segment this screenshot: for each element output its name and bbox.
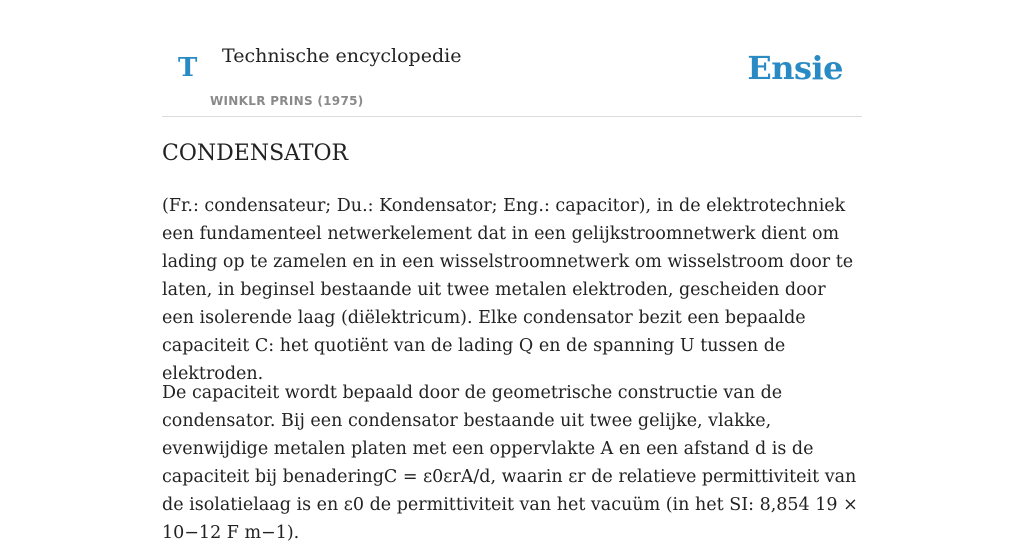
paragraph-capacity: De capaciteit wordt bepaald door de geometrische constructie van de condensator. Bij een condensator bestaande uit twee gelijke, vlakke, evenwijdige metalen platen met een oppervlakte A en een afstand d is de capaciteit bij benaderingC = ε0εrA/d, waarin εr de relatieve permittiviteit van de isolatielaag is en ε0 de permittiviteit van het vacuüm (in het SI: 8,854 19 × 10−12 F m−1). (162, 383, 858, 543)
book-title-link[interactable]: Technische encyclopedie (222, 45, 462, 67)
book-letter-icon[interactable]: T (178, 53, 198, 83)
header (162, 0, 862, 117)
entry-title: CONDENSATOR (162, 141, 349, 166)
paragraph-definition: (Fr.: condensateur; Du.: Kondensator; Eng.: capacitor), in de elektrotechniek een fundamenteel netwerkelement dat in een gelijkstroomnetwerk dient om lading op te zamelen en in een wisselstroomnetwerk om wisselstroom door te laten, in beginsel bestaande uit twee metalen elektroden, gescheiden door een isolerende laag (diëlektricum). Elke condensator bezit een bepaalde capaciteit C: het quotiënt van de lading Q en de spanning U tussen de elektroden. (162, 196, 854, 384)
book-subtitle: WINKLR PRINS (1975) (210, 94, 364, 108)
ensie-logo[interactable]: Ensie (747, 49, 843, 87)
